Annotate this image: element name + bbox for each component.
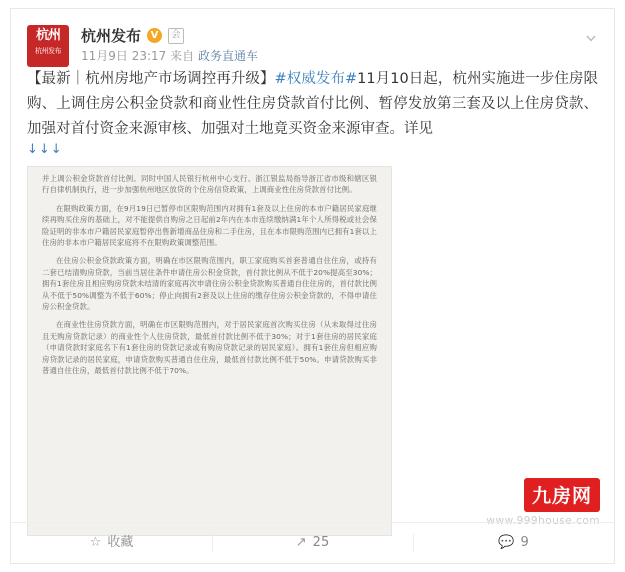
share-icon: ↗	[295, 535, 307, 550]
watermark	[486, 478, 600, 527]
chevron-down-icon[interactable]	[584, 31, 598, 45]
document-paragraph: 并上调公积金贷款首付比例。同时中国人民银行杭州中心支行、浙江银监局指导浙江省市级和辖区银行自律机制执行，进一步加强杭州地区放贷的个住房信贷政策，上调商业性住房贷款首付比例。	[42, 174, 377, 195]
avatar-bottom-text: 杭州发布	[35, 47, 61, 55]
document-paragraph: 在住房公积金贷款政策方面，明确在市区限购范围内，职工家庭购买首套普通自住住房，或持有二套已结清购房贷款，当前当居住条件申请住房公积金贷款，首付款比例从不低于20%提高至30%；拥有1套住房且相应购房贷款未结清的家庭再次申请住房公积金贷款购买普通自住住房的，首付款比例从不低于50%调整为不低于60%；停止向拥有2套及以上住房的缴存住房公积金贷款的，不得申请住房公积金贷款。	[42, 256, 377, 312]
user-name-row	[81, 25, 184, 46]
verified-badge-icon: V	[147, 28, 162, 43]
weibo-post-card	[10, 8, 615, 564]
post-header	[11, 9, 614, 65]
policy-document-image[interactable]	[27, 166, 392, 536]
post-footer	[11, 522, 614, 563]
repost-count: 25	[312, 535, 330, 550]
document-text-block	[28, 167, 391, 377]
document-paragraph: 在商业性住房贷款方面，明确在市区限购范围内，对于居民家庭首次购买住房（从未取得过住房且无购房贷款记录）的商业性个人住房贷款，最低首付款比例不低于30%；对于1套住房的居民家庭（申请贷款时家庭名下有1套住房的贷款记录或有购房贷款记录的居民家庭）。拥有1套住房但相应购房贷款记录的居民家庭，申请贷款购买普通自住住房，最低首付款比例不低于50%。申请贷款购买非普通自住住房，最低首付款比例不低于70%。	[42, 320, 377, 376]
repost-button[interactable]	[212, 523, 413, 563]
post-source-link[interactable]: 政务直通车	[197, 49, 258, 63]
post-meta	[81, 47, 258, 64]
post-text-body: 11月10日起，杭州实施进一步住房限购、上调住房公积金贷款和商业性住房贷款首付比例、暂停发放第三套及以上住房贷款、加强对首付资金来源审核、加强对土地竟买资金来源审查。详见	[27, 71, 598, 137]
comment-count: 9	[520, 535, 529, 550]
avatar[interactable]	[27, 25, 69, 67]
document-paragraph: 在限购政策方面，在9月19日已暂停市区限购范围内对拥有1套及以上住房的本市户籍居民家庭继续再购买住房的基础上，对不能提供自购房之日起前2年内在本市连续缴纳满1年个人所得税或社会保险证明的非本市户籍居民家庭暂停出售新增商品住房和二手住房，且在本市限购范围内已拥有1套以上住房的非本市户籍居民家庭将不在限购政策调整范围。	[42, 203, 377, 248]
post-text-prefix: 【最新｜杭州房地产市场调控再升级】	[27, 71, 275, 87]
favorite-button[interactable]	[11, 523, 212, 563]
post-topic-link[interactable]: #权威发布#	[274, 71, 358, 87]
avatar-top-text: 杭州	[35, 28, 60, 43]
star-icon: ☆	[89, 535, 102, 550]
favorite-label: 收藏	[107, 535, 134, 550]
post-text	[11, 65, 614, 142]
post-arrows: ↓↓↓	[27, 142, 63, 157]
member-badge-icon: 会	[168, 28, 184, 44]
post-source-prefix: 来自	[170, 49, 198, 63]
watermark-logo: 九房网	[524, 478, 600, 512]
comment-icon: 💬	[498, 535, 515, 550]
user-name[interactable]: 杭州发布	[81, 27, 142, 45]
post-timestamp: 11月9日 23:17	[81, 49, 167, 63]
comment-button[interactable]	[413, 523, 614, 563]
watermark-site: www.999house.com	[486, 515, 600, 527]
